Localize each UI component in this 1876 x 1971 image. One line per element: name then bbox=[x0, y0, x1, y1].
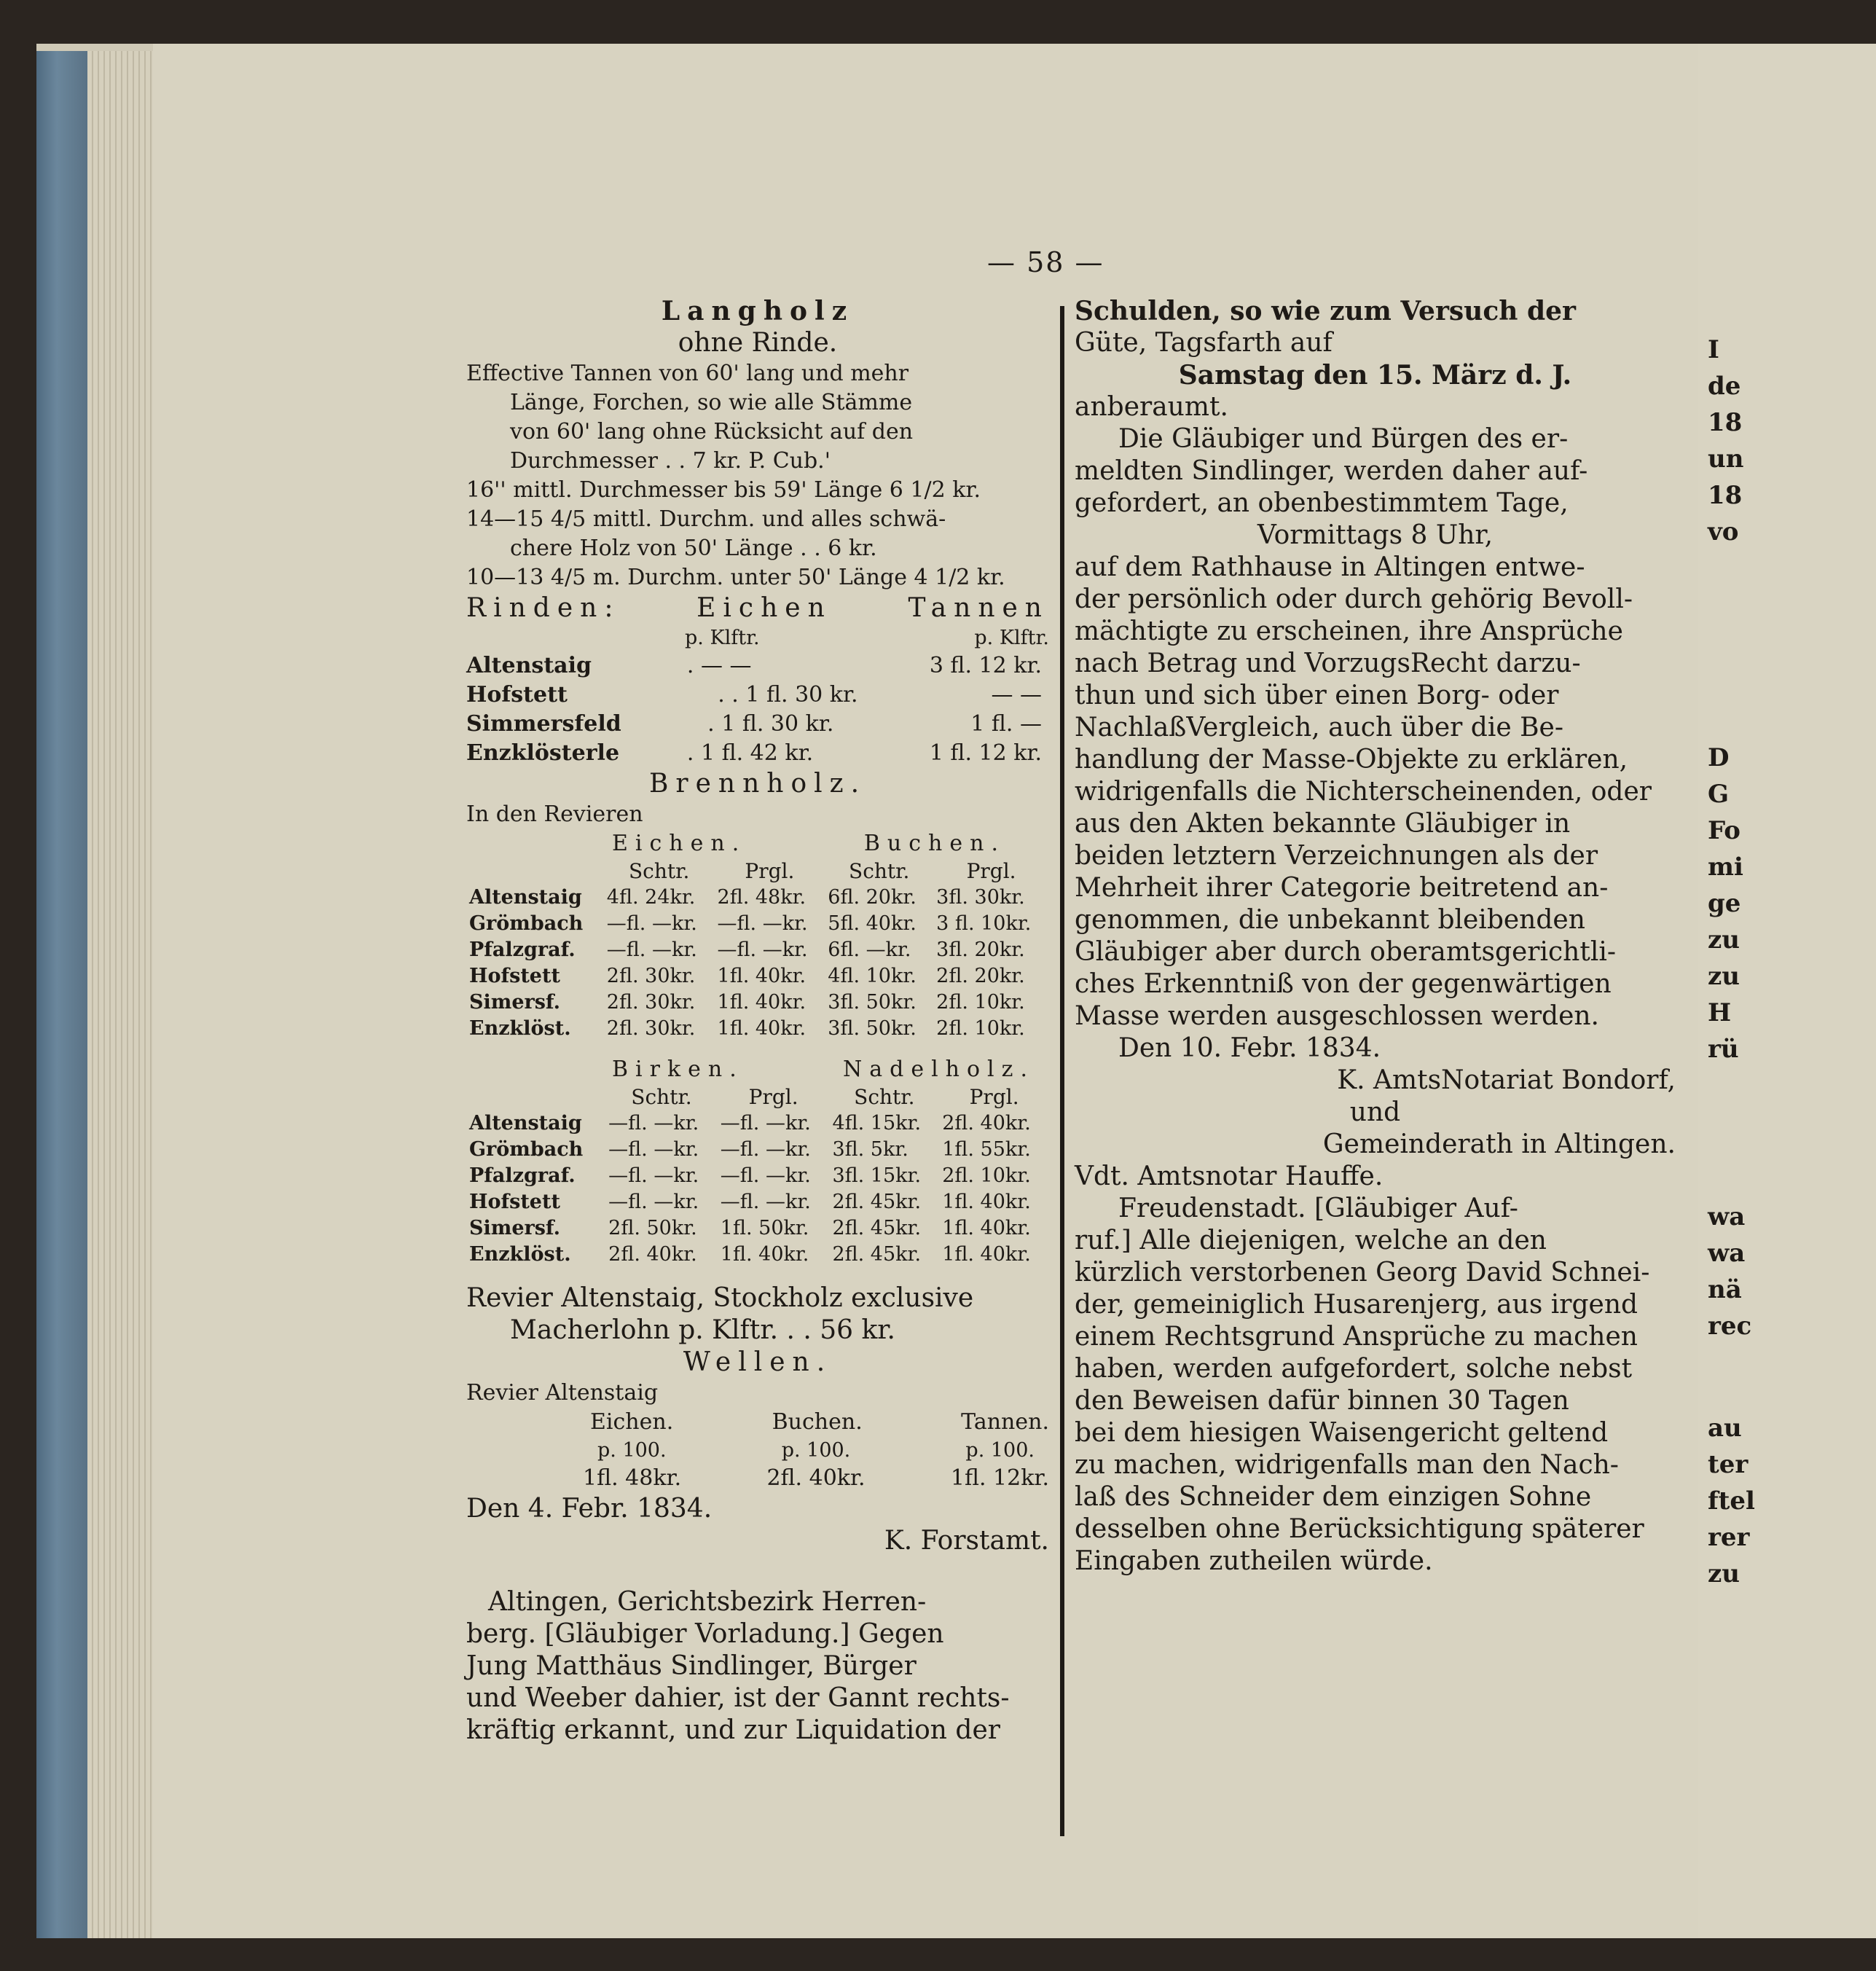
notariat-office: K. AmtsNotariat Bondorf, bbox=[1337, 1065, 1676, 1095]
rinden-place: Simmersfeld bbox=[466, 711, 621, 737]
table-cell: 2fl. 40kr. bbox=[608, 1243, 697, 1266]
altingen-notice bbox=[466, 1586, 1049, 1747]
langholz-line: 14—15 4/5 mittl. Durchm. und alles schwä- bbox=[466, 506, 946, 532]
next-page-fragment: I bbox=[1708, 335, 1719, 364]
altingen-line: Altingen, Gerichtsbezirk Herren- bbox=[488, 1587, 927, 1617]
next-page-fragment: ge bbox=[1708, 889, 1741, 918]
wellen-value: 1fl. 12kr. bbox=[950, 1465, 1049, 1491]
table-cell: 1fl. 40kr. bbox=[942, 1191, 1031, 1213]
notice-line: Die Gläubiger und Bürgen des er- bbox=[1118, 424, 1569, 454]
rinden-unit: p. Klftr. bbox=[685, 627, 760, 649]
table-place: Enzklöst. bbox=[469, 1243, 571, 1266]
table-row bbox=[466, 963, 1049, 990]
notice-line: Gläubiger aber durch oberamtsgerichtli- bbox=[1075, 937, 1617, 967]
table-row bbox=[466, 1137, 1049, 1163]
notice-line: Schulden, so wie zum Versuch der bbox=[1075, 296, 1577, 326]
birken-heads bbox=[466, 1055, 1049, 1084]
page-number: — 58 — bbox=[987, 246, 1104, 278]
birken-head: Birken. bbox=[612, 1057, 744, 1082]
rinden-row bbox=[466, 710, 1049, 739]
table-cell: 2fl. 45kr. bbox=[832, 1217, 922, 1239]
table-row bbox=[466, 1215, 1049, 1242]
notice-line: beiden letztern Verzeichnungen als der bbox=[1075, 841, 1598, 871]
table-cell: 1fl. 40kr. bbox=[717, 1017, 806, 1040]
table-cell: 5fl. 40kr. bbox=[828, 912, 917, 935]
table-cell: 1fl. 40kr. bbox=[717, 965, 806, 987]
next-page-fragment: au bbox=[1708, 1414, 1742, 1443]
table-cell: 1fl. 55kr. bbox=[942, 1138, 1031, 1161]
table-cell: 6fl. —kr. bbox=[828, 939, 911, 961]
next-page-fragment: 18 bbox=[1708, 408, 1743, 437]
altingen-line: und Weeber dahier, ist der Gannt rechts- bbox=[466, 1683, 1010, 1713]
freudenstadt-line: Eingaben zutheilen würde. bbox=[1075, 1546, 1433, 1576]
stockholz-line: Macherlohn p. Klftr. . . 56 kr. bbox=[510, 1315, 895, 1345]
table-cell: 3fl. 20kr. bbox=[936, 939, 1025, 961]
notice-line: auf dem Rathhause in Altingen entwe- bbox=[1075, 552, 1585, 582]
notice-block-c bbox=[1075, 552, 1676, 1032]
book-spread bbox=[36, 44, 1876, 1938]
notice-line: anberaumt. bbox=[1075, 392, 1228, 422]
altingen-line: kräftig erkannt, und zur Liquidation der bbox=[466, 1715, 1000, 1745]
notice-line: der persönlich oder durch gehörig Bevoll- bbox=[1075, 584, 1633, 614]
langholz-line: 10—13 4/5 m. Durchm. unter 50' Länge 4 1/2 kr. bbox=[466, 565, 1005, 590]
table-place: Pfalzgraf. bbox=[469, 1164, 576, 1187]
table-place: Altenstaig bbox=[469, 886, 582, 909]
wellen-value: 1fl. 48kr. bbox=[583, 1465, 682, 1491]
table-row bbox=[466, 885, 1049, 911]
next-page-edge bbox=[1698, 44, 1876, 1938]
notice-line: widrigenfalls die Nichterscheinenden, oder bbox=[1075, 777, 1652, 807]
table-cell: 3fl. 50kr. bbox=[828, 1017, 917, 1040]
freudenstadt-line: laß des Schneider dem einzigen Sohne bbox=[1075, 1482, 1592, 1512]
next-page-fragment: ftel bbox=[1708, 1486, 1755, 1516]
table-subhead: Prgl. bbox=[745, 859, 795, 883]
table-row bbox=[466, 990, 1049, 1016]
brennholz-head-buchen: Buchen. bbox=[863, 831, 1005, 856]
und-line: und bbox=[1349, 1097, 1401, 1127]
rinden-eichen-value: . 1 fl. 30 kr. bbox=[707, 711, 834, 737]
table-place: Grömbach bbox=[469, 912, 584, 935]
table-cell: 2fl. 40kr. bbox=[942, 1112, 1031, 1135]
rinden-units bbox=[466, 624, 1049, 651]
forstamt-date: Den 4. Febr. 1834. bbox=[466, 1494, 713, 1524]
notice-line: genommen, die unbekannt bleibenden bbox=[1075, 905, 1585, 935]
rinden-eichen-value: . — — bbox=[686, 653, 752, 678]
table-cell: 2fl. 30kr. bbox=[606, 991, 696, 1014]
table-row bbox=[466, 937, 1049, 963]
langholz-title: Langholz bbox=[661, 296, 855, 326]
next-page-fragment: mi bbox=[1708, 853, 1743, 882]
book-cover-edge bbox=[36, 51, 87, 1938]
table-cell: —fl. —kr. bbox=[720, 1164, 811, 1187]
brennholz-title: Brennholz. bbox=[648, 769, 867, 799]
table-subhead: Schtr. bbox=[631, 1085, 692, 1109]
next-page-fragment: de bbox=[1708, 372, 1741, 401]
altingen-line: berg. [Gläubiger Vorladung.] Gegen bbox=[466, 1619, 944, 1649]
notice-line: handlung der Masse-Objekte zu erklären, bbox=[1075, 745, 1628, 775]
langholz-line: von 60' lang ohne Rücksicht auf den bbox=[510, 419, 914, 444]
wellen-head: Buchen. bbox=[772, 1409, 863, 1435]
table-subhead: Schtr. bbox=[628, 859, 690, 883]
table-cell: 3fl. 5kr. bbox=[832, 1138, 908, 1161]
table-place: Pfalzgraf. bbox=[469, 939, 576, 961]
wellen-unit: p. 100. bbox=[965, 1439, 1035, 1462]
table-cell: 2fl. 45kr. bbox=[832, 1191, 922, 1213]
next-page-fragment: D bbox=[1708, 743, 1730, 772]
rinden-tannen-value: 1 fl. — bbox=[970, 711, 1042, 737]
freudenstadt-line: kürzlich verstorbenen Georg David Schnei- bbox=[1075, 1258, 1650, 1288]
langholz-line: Durchmesser . . 7 kr. P. Cub.' bbox=[510, 448, 831, 474]
rinden-place: Enzklösterle bbox=[466, 740, 620, 766]
wellen-title: Wellen. bbox=[683, 1347, 833, 1377]
altingen-line: Jung Matthäus Sindlinger, Bürger bbox=[466, 1651, 917, 1681]
rinden-label: Rinden: bbox=[466, 593, 621, 623]
rinden-place: Hofstett bbox=[466, 682, 568, 708]
table-subhead: Schtr. bbox=[849, 859, 910, 883]
page-58 bbox=[153, 44, 1698, 1938]
right-column bbox=[1075, 295, 1676, 1578]
vdt-line: Vdt. Amtsnotar Hauffe. bbox=[1075, 1161, 1384, 1191]
birken-table bbox=[466, 1084, 1049, 1268]
next-page-fragment: zu bbox=[1708, 925, 1740, 955]
wellen-head: Tannen. bbox=[961, 1409, 1049, 1435]
rinden-tannen-value: 3 fl. 12 kr. bbox=[929, 653, 1042, 678]
next-page-fragment: G bbox=[1708, 780, 1730, 809]
forstamt-office: K. Forstamt. bbox=[884, 1526, 1049, 1556]
table-cell: —fl. —kr. bbox=[720, 1112, 811, 1135]
table-cell: 3fl. 50kr. bbox=[828, 991, 917, 1014]
langholz-line: Effective Tannen von 60' lang und mehr bbox=[466, 361, 909, 386]
notice-line: Mehrheit ihrer Categorie beitretend an- bbox=[1075, 873, 1609, 903]
table-cell: 1fl. 40kr. bbox=[942, 1243, 1031, 1266]
rinden-col-eichen: Eichen bbox=[696, 593, 832, 623]
table-cell: —fl. —kr. bbox=[608, 1138, 699, 1161]
table-row bbox=[466, 911, 1049, 937]
table-row bbox=[466, 1189, 1049, 1215]
table-row bbox=[466, 1163, 1049, 1189]
gemeinderath-line: Gemeinderath in Altingen. bbox=[1322, 1129, 1676, 1159]
notice-line: thun und sich über einen Borg- oder bbox=[1075, 681, 1559, 710]
freudenstadt-line: ruf.] Alle diejenigen, welche an den bbox=[1075, 1226, 1547, 1255]
next-page-fragment: zu bbox=[1708, 1559, 1740, 1588]
freudenstadt-line: zu machen, widrigenfalls man den Nach- bbox=[1075, 1450, 1619, 1480]
table-place: Grömbach bbox=[469, 1138, 584, 1161]
rinden-eichen-value: . . 1 fl. 30 kr. bbox=[718, 682, 858, 708]
samstag-date: Samstag den 15. März d. J. bbox=[1178, 360, 1572, 391]
table-cell: 3fl. 15kr. bbox=[832, 1164, 922, 1187]
table-cell: —fl. —kr. bbox=[717, 912, 808, 935]
table-cell: —fl. —kr. bbox=[720, 1138, 811, 1161]
table-cell: 2fl. 10kr. bbox=[936, 1017, 1025, 1040]
freudenstadt-line: bei dem hiesigen Waisengericht geltend bbox=[1075, 1418, 1609, 1448]
table-cell: 3 fl. 10kr. bbox=[936, 912, 1032, 935]
table-cell: 2fl. 50kr. bbox=[608, 1217, 697, 1239]
brennholz-intro: In den Revieren bbox=[466, 802, 643, 827]
rinden-row bbox=[466, 739, 1049, 768]
table-place: Simersf. bbox=[469, 1217, 560, 1239]
nadelholz-head: Nadelholz. bbox=[842, 1057, 1035, 1082]
table-cell: 2fl. 45kr. bbox=[832, 1243, 922, 1266]
table-cell: 4fl. 15kr. bbox=[832, 1112, 922, 1135]
wellen-values bbox=[466, 1464, 1049, 1493]
table-cell: —fl. —kr. bbox=[606, 939, 697, 961]
langholz-line: Länge, Forchen, so wie alle Stämme bbox=[510, 390, 913, 415]
table-cell: 1fl. 50kr. bbox=[720, 1217, 809, 1239]
rinden-unit: p. Klftr. bbox=[974, 627, 1049, 649]
rinden-tannen-value: 1 fl. 12 kr. bbox=[929, 740, 1042, 766]
table-cell: 2fl. 30kr. bbox=[606, 1017, 696, 1040]
brennholz-table bbox=[466, 858, 1049, 1042]
next-page-fragment: ter bbox=[1708, 1450, 1749, 1479]
freudenstadt-line: der, gemeiniglich Husarenjerg, aus irgend bbox=[1075, 1290, 1638, 1320]
next-page-fragment: un bbox=[1708, 444, 1744, 474]
wellen-unit: p. 100. bbox=[597, 1439, 667, 1462]
freudenstadt-line: haben, werden aufgefordert, solche nebst bbox=[1075, 1354, 1633, 1384]
table-cell: —fl. —kr. bbox=[606, 912, 697, 935]
notice-line: ches Erkenntniß von der gegenwärtigen bbox=[1075, 969, 1612, 999]
table-place: Hofstett bbox=[469, 1191, 560, 1213]
table-subhead: Prgl. bbox=[748, 1085, 798, 1109]
notice-block-b bbox=[1075, 391, 1676, 520]
table-place: Hofstett bbox=[469, 965, 560, 987]
notice-line: aus den Akten bekannte Gläubiger in bbox=[1075, 809, 1571, 839]
table-cell: 2fl. 10kr. bbox=[942, 1164, 1031, 1187]
rinden-row bbox=[466, 681, 1049, 710]
freudenstadt-notice bbox=[1075, 1193, 1676, 1578]
page-stack-edge bbox=[87, 51, 153, 1938]
table-cell: —fl. —kr. bbox=[608, 1191, 699, 1213]
next-page-fragment: wa bbox=[1708, 1202, 1746, 1231]
table-cell: —fl. —kr. bbox=[608, 1112, 699, 1135]
notariat-date: Den 10. Febr. 1834. bbox=[1118, 1033, 1381, 1063]
rinden-header bbox=[466, 592, 1049, 624]
table-cell: —fl. —kr. bbox=[720, 1191, 811, 1213]
rinden-eichen-value: . 1 fl. 42 kr. bbox=[686, 740, 814, 766]
table-cell: —fl. —kr. bbox=[608, 1164, 699, 1187]
left-column bbox=[466, 295, 1049, 1747]
next-page-fragment: nä bbox=[1708, 1275, 1742, 1304]
notice-line: nach Betrag und VorzugsRecht darzu- bbox=[1075, 648, 1581, 678]
freudenstadt-line: desselben ohne Berücksichtigung späterer bbox=[1075, 1514, 1644, 1544]
notice-line: Masse werden ausgeschlossen werden. bbox=[1075, 1001, 1599, 1031]
table-cell: 2fl. 10kr. bbox=[936, 991, 1025, 1014]
notice-line: meldten Sindlinger, werden daher auf- bbox=[1075, 456, 1588, 486]
table-cell: 4fl. 10kr. bbox=[828, 965, 917, 987]
wellen-heads bbox=[466, 1408, 1049, 1437]
table-row bbox=[466, 1110, 1049, 1137]
next-page-fragment: rü bbox=[1708, 1035, 1739, 1064]
notice-line: NachlaßVergleich, auch über die Be- bbox=[1075, 713, 1564, 742]
wellen-intro: Revier Altenstaig bbox=[466, 1380, 659, 1406]
vormittags-time: Vormittags 8 Uhr, bbox=[1257, 520, 1494, 550]
next-page-fragment: H bbox=[1708, 998, 1732, 1027]
table-cell: 1fl. 40kr. bbox=[717, 991, 806, 1014]
brennholz-heads bbox=[466, 829, 1049, 858]
brennholz-head-eichen: Eichen. bbox=[612, 831, 747, 856]
notice-line: mächtigte zu erscheinen, ihre Ansprüche bbox=[1075, 616, 1623, 646]
wellen-unit: p. 100. bbox=[781, 1439, 851, 1462]
table-place: Enzklöst. bbox=[469, 1017, 571, 1040]
table-cell: 2fl. 48kr. bbox=[717, 886, 806, 909]
wellen-units bbox=[466, 1437, 1049, 1464]
wellen-head: Eichen. bbox=[590, 1409, 674, 1435]
table-row bbox=[466, 1016, 1049, 1042]
langholz-line: 16'' mittl. Durchmesser bis 59' Länge 6 1/2 kr. bbox=[466, 477, 981, 503]
notice-line: Güte, Tagsfarth auf bbox=[1075, 328, 1333, 358]
rinden-row bbox=[466, 651, 1049, 681]
freudenstadt-line: Freudenstadt. [Gläubiger Auf- bbox=[1118, 1194, 1518, 1223]
notice-line: gefordert, an obenbestimmtem Tage, bbox=[1075, 488, 1569, 518]
next-page-fragment: vo bbox=[1708, 517, 1739, 546]
next-page-fragment: zu bbox=[1708, 962, 1740, 991]
table-subhead: Prgl. bbox=[969, 1085, 1019, 1109]
table-cell: 1fl. 40kr. bbox=[942, 1217, 1031, 1239]
table-subhead: Prgl. bbox=[966, 859, 1016, 883]
table-cell: —fl. —kr. bbox=[717, 939, 808, 961]
rinden-col-tannen: Tannen bbox=[908, 593, 1049, 623]
column-rule bbox=[1060, 306, 1064, 1836]
next-page-fragment: Fo bbox=[1708, 816, 1740, 845]
langholz-subtitle: ohne Rinde. bbox=[678, 328, 838, 358]
rinden-table bbox=[466, 651, 1049, 768]
freudenstadt-line: einem Rechtsgrund Ansprüche zu machen bbox=[1075, 1322, 1638, 1352]
next-page-fragment: 18 bbox=[1708, 481, 1743, 510]
table-place: Simersf. bbox=[469, 991, 560, 1014]
table-cell: 2fl. 30kr. bbox=[606, 965, 696, 987]
stockholz-line: Revier Altenstaig, Stockholz exclusive bbox=[466, 1283, 974, 1313]
rinden-tannen-value: — — bbox=[991, 682, 1042, 708]
table-subhead: Schtr. bbox=[854, 1085, 915, 1109]
table-cell: 1fl. 40kr. bbox=[720, 1243, 809, 1266]
table-cell: 3fl. 30kr. bbox=[936, 886, 1025, 909]
next-page-fragment: rer bbox=[1708, 1523, 1750, 1552]
langholz-line: chere Holz von 50' Länge . . 6 kr. bbox=[510, 536, 877, 561]
table-place: Altenstaig bbox=[469, 1112, 582, 1135]
table-row bbox=[466, 1242, 1049, 1268]
wellen-value: 2fl. 40kr. bbox=[766, 1465, 866, 1491]
table-cell: 6fl. 20kr. bbox=[828, 886, 917, 909]
rinden-place: Altenstaig bbox=[466, 653, 592, 678]
next-page-fragment: wa bbox=[1708, 1239, 1746, 1268]
table-cell: 4fl. 24kr. bbox=[606, 886, 696, 909]
freudenstadt-line: den Beweisen dafür binnen 30 Tagen bbox=[1075, 1386, 1569, 1416]
table-cell: 2fl. 20kr. bbox=[936, 965, 1025, 987]
next-page-fragment: rec bbox=[1708, 1312, 1752, 1341]
